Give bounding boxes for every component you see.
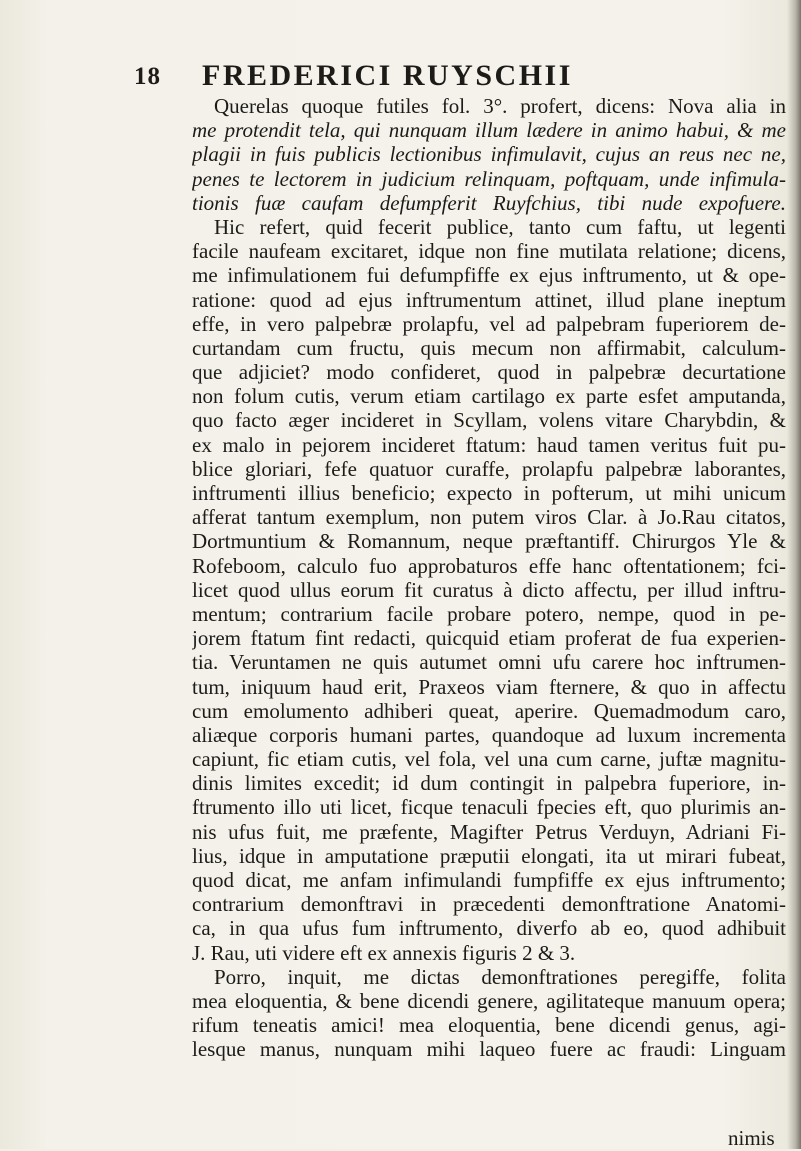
text-line: licet quod ullus eorum fit curatus à dicto affectu, per illud inftru-: [192, 577, 786, 602]
text-line: tum, iniquum haud erit, Praxeos viam fternere, & quo in affectu: [192, 674, 786, 699]
text-line: Querelas quoque futiles fol. 3°. profert, dicens: Nova alia in: [214, 94, 786, 118]
text-line: mentum; contrarium facile probare potero, nempe, quod in pe-: [192, 601, 786, 626]
text-line: penes te lectorem in judicium relinquam, poftquam, unde infimula-: [192, 166, 786, 191]
text-line: lius, idque in amputatione præputii elongati, ita ut mirari fubeat,: [192, 843, 786, 868]
text-line: ex malo in pejorem incideret ftatum: haud tamen veritus fuit pu-: [192, 432, 786, 457]
text-line: contrarium demonftravi in præcedenti demonftratione Anatomi-: [192, 892, 786, 917]
text-line: cum emolumento adhiberi queat, aperire. Quemadmodum caro,: [192, 698, 786, 723]
text-line: mea eloquentia, & bene dicendi genere, agilitateque manuum opera;: [192, 988, 786, 1013]
text-line: ftrumento illo uti licet, ficque tenaculi fpecies eft, quo plurimis an-: [192, 795, 786, 820]
text-line: lesque manus, nunquam mihi laqueo fuere ac fraudi: Linguam: [192, 1037, 786, 1062]
text-line: me protendit tela, qui nunquam illum lædere in animo habui, & me: [192, 118, 786, 143]
text-line: Rofeboom, calculo fuo approbaturos effe hanc oftentationem; fci-: [192, 553, 786, 578]
text-line: blice gloriari, fefe quatuor curaffe, prolapfu palpebræ laborantes,: [192, 456, 786, 481]
text-line: facile naufeam excitaret, idque non fine mutilata relatione; dicens,: [192, 239, 786, 264]
body-text: [192, 94, 786, 1062]
text-line: rifum teneatis amici! mea eloquentia, bene dicendi genus, agi-: [192, 1013, 786, 1038]
text-line: tionis fuæ caufam defumpferit Ruyfchius, tibi nude expofuere.: [192, 190, 786, 215]
text-line: dinis limites excedit; id dum contingit in palpebra fuperiore, in-: [192, 771, 786, 796]
text-line: ratione: quod ad ejus inftrumentum attinet, illud plane ineptum: [192, 287, 786, 312]
text-line: ca, in qua ufus fum inftrumento, diverfo ab eo, quod adhibuit: [192, 916, 786, 941]
text-line: Porro, inquit, me dictas demonftrationes peregiffe, folita: [214, 964, 786, 989]
text-line: quod dicat, me anfam infimulandi fumpfiffe ex ejus inftrumento;: [192, 868, 786, 892]
text-line: plagii in fuis publicis lectionibus infimulavit, cujus an reus nec ne,: [192, 142, 786, 167]
catchword: nimis: [728, 1126, 775, 1150]
text-line: tia. Veruntamen ne quis autumet omni ufu carere hoc inftrumen-: [192, 650, 786, 675]
text-line: jorem ftatum fint redacti, quicquid etiam proferat de fua experien-: [192, 626, 786, 651]
page-header: [134, 57, 734, 97]
text-line: inftrumenti illius beneficio; expecto in pofterum, ut mihi unicum: [192, 481, 786, 505]
text-line: me infimulationem fui defumpfiffe ex ejus inftrumento, ut & ope-: [192, 263, 786, 288]
page-edge-shadow: [787, 0, 801, 1149]
text-line: non folum cutis, verum etiam cartilago ex parte esfet amputanda,: [192, 384, 786, 409]
text-line: J. Rau, uti videre eft ex annexis figuris 2 & 3.: [192, 940, 576, 965]
page-number: 18: [134, 63, 161, 90]
text-line: que adjiciet? modo confideret, quod in palpebræ decurtatione: [192, 360, 786, 385]
text-line: nis ufus fuit, me præfente, Magifter Petrus Verduyn, Adriani Fi-: [192, 819, 786, 844]
text-line: afferat tantum exemplum, non putem viros Clar. à Jo.Rau citatos,: [192, 505, 786, 530]
text-line: aliæque corporis humani partes, quandoque ad luxum incrementa: [192, 722, 786, 747]
text-line: Dortmuntium & Romannum, neque præftantiff. Chirurgos Yle &: [192, 529, 786, 554]
text-line: capiunt, fic etiam cutis, vel fola, vel una cum carne, juftæ magnitu-: [192, 747, 786, 772]
text-line: curtandam cum fructu, quis mecum non affirmabit, calculum-: [192, 335, 786, 360]
text-line: quo facto æger incideret in Scyllam, volens vitare Charybdin, &: [192, 408, 786, 433]
text-line: effe, in vero palpebræ prolapfu, vel ad palpebram fuperiorem de-: [192, 311, 786, 336]
running-head: FREDERICI RUYSCHII: [202, 59, 573, 92]
text-line: Hic refert, quid fecerit publice, tanto cum faftu, ut legenti: [214, 214, 786, 239]
